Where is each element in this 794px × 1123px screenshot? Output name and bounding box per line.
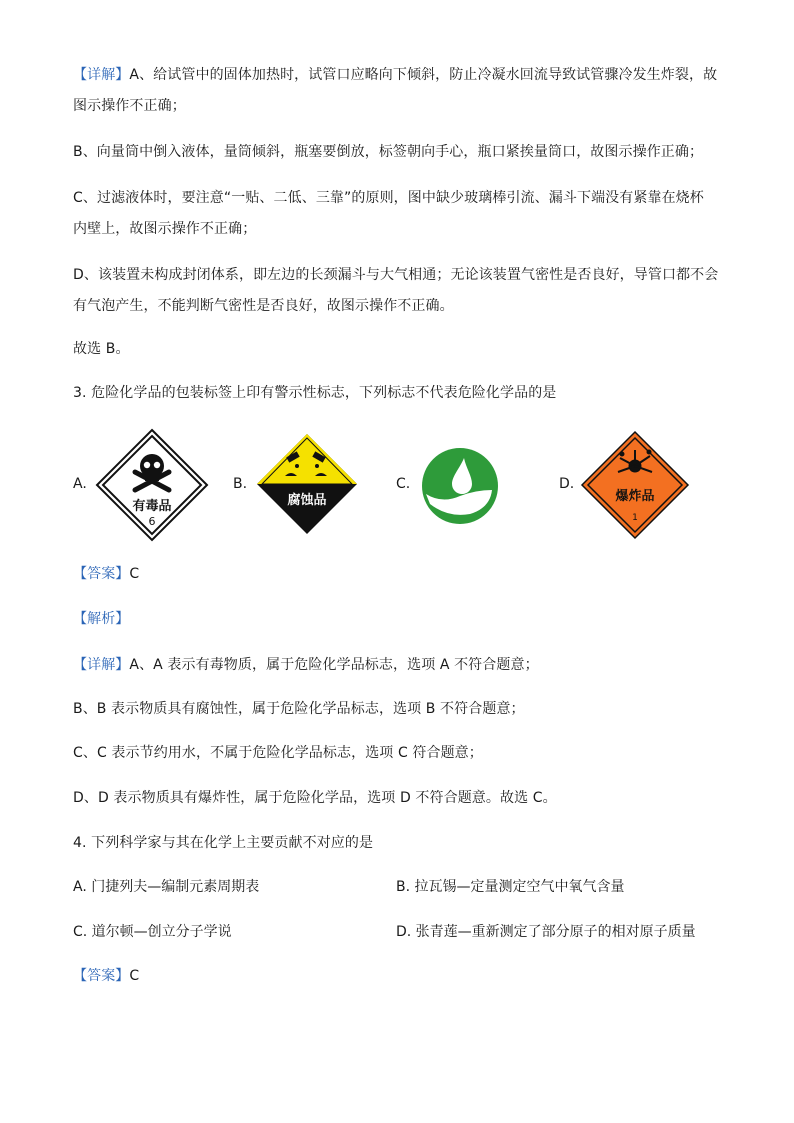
detail-a-line2: 图示操作不正确； [73,98,186,114]
explosive-sign-label: 爆炸品 [615,489,655,504]
question-3-detail-c: C、C 表示节约用水，不属于危险化学品标志，选项 C 符合题意； [73,745,483,761]
question-3-detail-a: 【详解】A、A 表示有毒物质，属于危险化学品标志，选项 A 不符合题意； [73,657,539,673]
question-4-answer: 【答案】C [73,968,140,984]
question-4-stem: 4. 下列科学家与其在化学上主要贡献不对应的是 [73,835,374,851]
conclusion: 故选 B。 [73,341,130,357]
question-4-option-b: B. 拉瓦锡—定量测定空气中氧气含量 [396,879,625,895]
corrosive-sign [255,432,359,536]
detail-tag: 【详解】 [73,67,130,83]
explosive-sign-number: 1 [632,513,638,523]
option-a-letter: A. [73,476,87,492]
question-3-answer: 【答案】C [73,566,140,582]
detail-b: B、向量筒中倒入液体，量筒倾斜，瓶塞要倒放，标签朝向手心，瓶口紧挨量筒口，故图示操作正确； [73,144,704,160]
detail-a-line1: 【详解】A、给试管中的固体加热时，试管口应略向下倾斜，防止冷凝水回流导致试管骤冷发生炸裂，故 [73,67,718,83]
option-b-letter: B. [233,476,248,492]
detail-d-line2: 有气泡产生，不能判断气密性是否良好，故图示操作不正确。 [73,298,454,314]
option-c-letter: C. [396,476,411,492]
question-3-options [73,428,723,540]
question-3-detail-d: D、D 表示物质具有爆炸性，属于危险化学品，选项 D 不符合题意。故选 C。 [73,790,557,806]
question-3-analysis-tag: 【解析】 [73,611,130,627]
detail-c-line2: 内壁上，故图示操作不正确； [73,221,257,237]
question-3-detail-b: B、B 表示物质具有腐蚀性，属于危险化学品标志，选项 B 不符合题意； [73,701,525,717]
water-saving-sign [420,446,500,526]
question-4-option-d: D. 张青莲—重新测定了部分原子的相对原子质量 [396,924,696,940]
toxic-sign-number: 6 [148,515,156,528]
explosive-sign [580,430,690,540]
detail-d-line1: D、该装置未构成封闭体系，即左边的长颈漏斗与大气相通；无论该装置气密性是否良好，导管口都不会 [73,267,719,283]
toxic-sign [95,428,209,542]
question-3-stem: 3. 危险化学品的包装标签上印有警示性标志，下列标志不代表危险化学品的是 [73,385,557,401]
water-saving-icon [420,446,500,526]
toxic-sign-label: 有毒品 [132,499,172,514]
question-4-option-a: A. 门捷列夫—编制元素周期表 [73,879,260,895]
question-4-option-c: C. 道尔顿—创立分子学说 [73,924,232,940]
option-d-letter: D. [559,476,575,492]
corrosive-sign-label: 腐蚀品 [287,493,327,508]
detail-c-line1: C、过滤液体时，要注意“一贴、二低、三靠”的原则，图中缺少玻璃棒引流、漏斗下端没有紧靠在烧杯 [73,190,704,206]
